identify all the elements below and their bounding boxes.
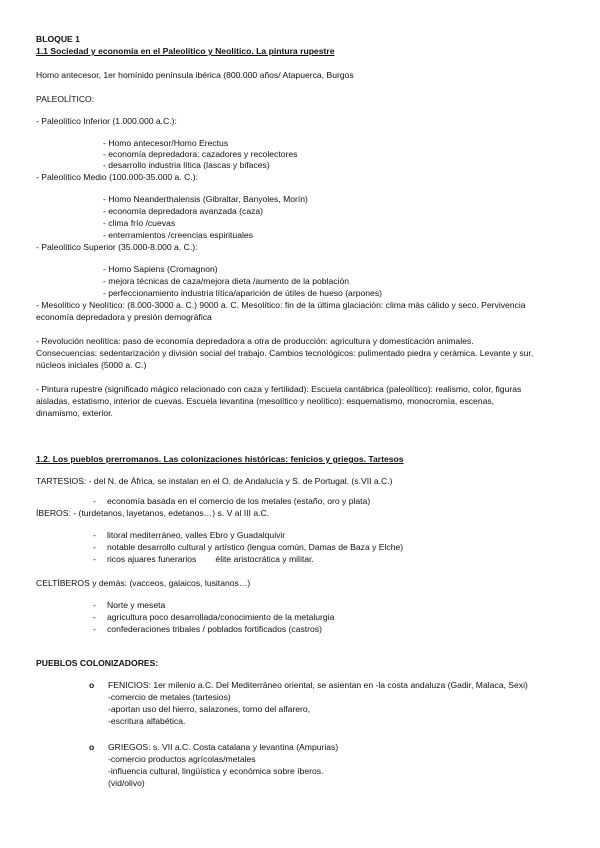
revolucion-line-2: Consecuencias: sedentarización y división social del trabajo. Cambios tecnológicos: pulimentado piedra y cerámica. Levante y sur,: [36, 348, 534, 358]
paleolitico-inferior: - Paleolítico Inferior (1.000.000 a.C.):: [36, 116, 177, 126]
list-item: - enterramientos /creencias espirituales: [103, 230, 253, 240]
griegos-line-3: -influencia cultural, lingüística y económica sobre íberos.: [108, 766, 324, 776]
paleolitico-label: PALEOLÍTICO:: [36, 94, 95, 104]
list-item: - Homo antecesor/Homo Erectus: [103, 138, 229, 148]
list-item: - economía depredadora: cazadores y recolectores: [103, 149, 298, 159]
colonizadores-label: PUEBLOS COLONIZADORES:: [36, 658, 159, 668]
revolucion-line-1: - Revolución neolítica: paso de economía depredadora a otra de producción: agricultura y domesticación animales.: [36, 336, 474, 346]
list-item: - perfeccionamiento industria lítica/aparición de útiles de hueso (arpones): [103, 288, 382, 298]
revolucion-line-3: núcleos iniciales (5000 a. C.): [36, 360, 147, 370]
griegos-line-4: (vid/olivo): [108, 778, 145, 788]
list-item: - desarrollo industria lítica (lascas y bifaces): [103, 160, 270, 170]
bullet-griegos: o: [89, 742, 95, 752]
fenicios-line-3: -aportan uso del hierro, salazones, torno del alfarero,: [108, 704, 311, 714]
mesolitico-line-2: economía depredadora y presión demográfica: [36, 312, 212, 322]
fenicios-line-4: -escritura alfabética.: [108, 716, 186, 726]
fenicios-line-1: FENICIOS: 1er milenio a.C. Del Mediterráneo oriental, se asientan en -la costa andaluza (Gadir, Malaca, Sexi): [108, 680, 528, 690]
paleolitico-superior: - Paleolítico Superior (35.000-8.000 a. C.):: [36, 242, 198, 252]
list-item: - economía depredadora avanzada (caza): [103, 206, 264, 216]
griegos-line-2: -comercio productos agrícolas/metales: [108, 754, 256, 764]
pintura-line-2: aisladas, estatismo, interior de cuevas. Escuela levantina (mesolítico y neolítico): esquematismo, monocromía, escenas,: [36, 396, 495, 406]
list-item: - Homo Sapiens (Cromagnon): [103, 264, 218, 274]
list-item: - clima frío /cuevas: [103, 218, 176, 228]
celtiberos-line: CELTÍBEROS y demás: (vacceos, galaicos, lusitanos…): [36, 578, 251, 588]
paleolitico-medio: - Paleolítico Medio (100.000-35.000 a. C.):: [36, 172, 198, 182]
tartesios-line: TARTESIOS: - del N. de África, se instalan en el O. de Andalucía y S. de Portugal. (s.VII a.C.): [36, 476, 393, 486]
griegos-line-1: GRIEGOS: s. VII a.C. Costa catalana y levantina (Ampurias): [108, 742, 339, 752]
block-title: BLOQUE 1: [36, 34, 80, 44]
document-page: BLOQUE 1 1.1 Sociedad y economía en el Paleolítico y Neolítico. La pintura rupestre Homo antecesor, 1er homínido península ibérica (800.000 años/ Atapuerca, Burgos PALEOLÍTICO: - Paleolítico Inferior (1.000.000 a.C.): - Homo antecesor/Homo Erectus - economía depredadora: cazadores y recolectores - desarrollo industria lítica (lascas y bifaces) - Paleolítico Medio (100.000-35.000 a. C.): - Homo Neanderthalensis (Gibraltar, Banyoles, Morín) - economía depredadora avanzada (caza) - clima frío /cuevas - enterramientos /creencias espirituales - Paleolítico Superior (35.000-8.000 a. C.): - Homo Sapiens (Cromagnon) - mejora técnicas de caza/mejora dieta /aumento de la población - perfeccionamiento industria lítica/aparición de útiles de hueso (arpones) - Mesolítico y Neolítico: (8.000-3000 a. C.) 9000 a. C. Mesolítico: fin de la última glaciación: clima más cálido y seco. Pervivencia economía depredadora y presión demográfica - Revolución neolítica: paso de economía depredadora a otra de producción: agricultura y domesticación animales. Consecuencias: sedentarización y división social del trabajo. Cambios tecnológicos: pulimentado piedra y cerámica. Levante y sur, núcleos iniciales (5000 a. C.) - Pintura rupestre (significado mágico relacionado con caza y fertilidad): Escuela cantábrica (paleolítico): realismo, color, figuras aisladas, estatismo, interior de cuevas. Escuela levantina (mesolítico y neolítico): esquematismo, monocromía, escenas, dinamismo, exterior. 1.2. Los pueblos prerromanos. Las colonizaciones históricas: fenicios y griegos. Tartesos TARTESIOS: - del N. de África, se instalan en el O. de Andalucía y S. de Portugal. (s.VII a.C.) - economía basada en el comercio de los metales (estaño, oro y plata) ÍBEROS: - (turdetanos, layetanos, edetanos…) s. V al III a.C. - litoral mediterráneo, valles Ebro y Guadalquivir - notable desarrollo cultural y artístico (lengua común, Damas de Baza y Elche) - ricos ajuares funerarios élite aristocrática y militar. CELTÍBEROS y demás: (vacceos, galaicos, lusitanos…) - Norte y meseta - agricultura poco desarrollada/conocimiento de la metalurgia - confederaciones tribales / poblados fortificados (castros) PUEBLOS COLONIZADORES: o FENICIOS: 1er milenio a.C. Del Mediterráneo oriental, se asientan en -la costa andaluza (Gadir, Malaca, Sexi) -comercio de metales (tartesios) -aportan uso del hierro, salazones, torno del alfarero, -escritura alfabética. o GRIEGOS: s. VII a.C. Costa catalana y levantina (Ampurias) -comercio productos agrícolas/metales -influencia cultural, lingüística y económica sobre íberos. (vid/olivo): [36, 34, 534, 788]
mesolitico-line-1: - Mesolítico y Neolítico: (8.000-3000 a. C.) 9000 a. C. Mesolítico: fin de la última glaciación: clima más cálido y seco. Pervivencia: [36, 300, 526, 310]
iberos-line: ÍBEROS: - (turdetanos, layetanos, edetanos…) s. V al III a.C.: [36, 508, 270, 518]
section-1-heading: 1.1 Sociedad y economía en el Paleolítico y Neolítico. La pintura rupestre: [36, 46, 335, 56]
bullet-fenicios: o: [89, 680, 95, 690]
list-item: - Homo Neanderthalensis (Gibraltar, Banyoles, Morín): [103, 194, 308, 204]
pintura-line-3: dinamismo, exterior.: [36, 408, 113, 418]
pintura-line-1: - Pintura rupestre (significado mágico relacionado con caza y fertilidad): Escuela cantábrica (paleolítico): realismo, color, figuras: [36, 384, 522, 394]
list-item: - mejora técnicas de caza/mejora dieta /aumento de la población: [103, 276, 350, 286]
intro-line: Homo antecesor, 1er homínido península ibérica (800.000 años/ Atapuerca, Burgos: [36, 70, 354, 80]
section-2-heading: 1.2. Los pueblos prerromanos. Las colonizaciones históricas: fenicios y griegos. Tartesos: [36, 454, 404, 464]
fenicios-line-2: -comercio de metales (tartesios): [108, 692, 231, 702]
